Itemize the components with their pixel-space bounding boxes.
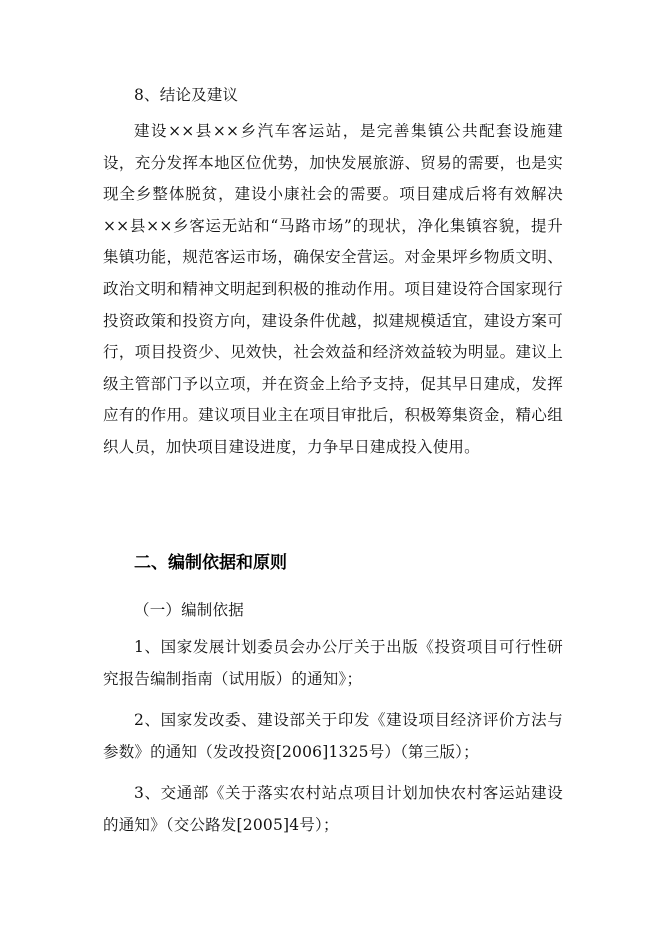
conclusion-paragraph: 建设××县××乡汽车客运站，是完善集镇公共配套设施建设，充分发挥本地区位优势，加快发展旅游、贸易的需要，也是实现全乡整体脱贫，建设小康社会的需要。项目建成后将有效解决××县××乡客运无站和“马路市场”的现状，净化集镇容貌，提升集镇功能，规范客运市场，确保安全营运。对金果坪乡物质文明、政治文明和精神文明起到积极的推动作用。项目建设符合国家现行投资政策和投资方向，建设条件优越，拟建规模适宜，建设方案可行，项目投资少、见效快，社会效益和经济效益较为明显。建议上级主管部门予以立项，并在资金上给予支持，促其早日建成，发挥应有的作用。建议项目业主在项目审批后，积极筹集资金，精心组织人员，加快项目建设进度，力争早日建成投入使用。 xyxy=(103,122,563,456)
conclusion-heading: 8、结论及建议 xyxy=(134,86,239,104)
section-2-title: 二、编制依据和原则 xyxy=(134,553,287,573)
subsection-1-title: （一）编制依据 xyxy=(134,601,244,619)
basis-item-1: 1、国家发展计划委员会办公厅关于出版《投资项目可行性研究报告编制指南（试用版）的通知》； xyxy=(103,638,563,688)
basis-item-2: 2、国家发改委、建设部关于印发《建设项目经济评价方法与参数》的通知（发改投资[2006]1325号）（第三版）； xyxy=(103,711,563,761)
basis-item-3: 3、交通部《关于落实农村站点项目计划加快农村客运站建设的通知》（交公路发[2005]4号）； xyxy=(103,784,563,834)
